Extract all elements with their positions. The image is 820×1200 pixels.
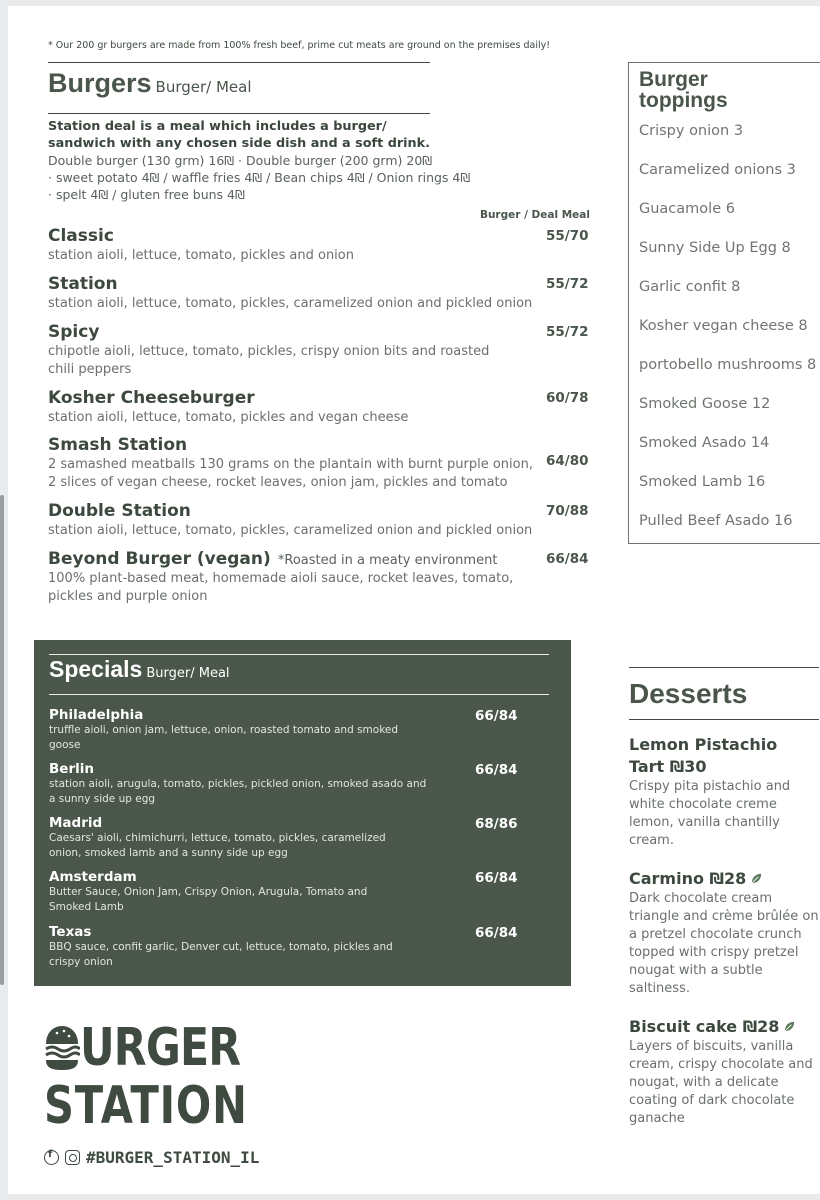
divider	[629, 667, 819, 668]
dessert-item[interactable]	[629, 1016, 819, 1128]
item-description: station aioli, lettuce, tomato, pickles, caramelized onion and pickled onion	[48, 523, 533, 538]
special-price: 66/84	[475, 708, 518, 724]
item-name: Double Station	[48, 501, 191, 521]
special-name: Berlin	[49, 761, 94, 777]
toppings-title	[639, 69, 728, 111]
divider	[629, 719, 819, 720]
toppings-title-line: Burger	[639, 68, 708, 91]
item-name: Smash Station	[48, 435, 188, 455]
special-price: 66/84	[475, 870, 518, 886]
item-name: Kosher Cheeseburger	[48, 388, 255, 408]
special-price: 68/86	[475, 816, 518, 832]
item-name: Classic	[48, 226, 114, 246]
divider	[49, 694, 549, 695]
intro-line: sandwich with any chosen side dish and a soft drink.	[48, 136, 431, 151]
topping-item[interactable]: Garlic confit 8	[639, 279, 741, 295]
dessert-item[interactable]	[629, 734, 804, 850]
desserts-title: Desserts	[629, 678, 748, 709]
item-price: 70/88	[546, 503, 589, 519]
specials-title: Specials	[49, 656, 143, 682]
dessert-name: Carmino ₪28	[629, 869, 747, 888]
intro-line: · sweet potato 4₪ / waffle fries 4₪ / Bean chips 4₪ / Onion rings 4₪	[48, 170, 471, 185]
leaf-icon	[783, 1020, 796, 1033]
facebook-icon[interactable]	[44, 1150, 59, 1165]
item-price: 66/84	[546, 551, 589, 567]
burgers-title: Burgers	[48, 68, 152, 98]
instagram-icon[interactable]	[65, 1150, 80, 1165]
special-name: Amsterdam	[49, 869, 137, 885]
menu-item[interactable]	[48, 388, 593, 427]
item-description: chipotle aioli, lettuce, tomato, pickles, crispy onion bits and roasted chili peppers	[48, 344, 490, 377]
item-name: Spicy	[48, 322, 100, 342]
dessert-description: Crispy pita pistachio and white chocolate creme lemon, vanilla chantilly cream.	[629, 779, 791, 848]
dessert-item[interactable]	[629, 868, 820, 998]
logo-text-station: STATION	[44, 1076, 248, 1136]
item-description: station aioli, lettuce, tomato, pickles, caramelized onion and pickled onion	[48, 296, 533, 311]
divider	[49, 654, 549, 655]
price-column-header: Burger / Deal Meal	[479, 209, 590, 221]
intro-line: Station deal is a meal which includes a burger/	[48, 119, 387, 134]
dessert-description: Layers of biscuits, vanilla cream, crispy chocolate and nougat, with a delicate coating of dark chocolate ganache	[629, 1039, 813, 1126]
special-name: Madrid	[49, 815, 103, 831]
special-item[interactable]	[49, 924, 518, 970]
topping-item[interactable]: Crispy onion 3	[639, 123, 744, 139]
special-price: 66/84	[475, 925, 518, 941]
special-description: Butter Sauce, Onion Jam, Crispy Onion, Arugula, Tomato and Smoked Lamb	[49, 886, 368, 913]
topping-item[interactable]: Kosher vegan cheese 8	[639, 318, 808, 334]
specials-panel	[34, 640, 571, 986]
item-name: Beyond Burger (vegan)	[48, 549, 271, 569]
dessert-name: Biscuit cake ₪28	[629, 1017, 780, 1036]
scrollbar[interactable]	[0, 495, 4, 985]
item-price: 64/80	[546, 453, 589, 469]
item-price: 55/70	[546, 228, 589, 244]
station-deal-info	[48, 118, 588, 203]
special-item[interactable]	[49, 707, 518, 753]
menu-item[interactable]	[48, 226, 593, 265]
special-item[interactable]	[49, 869, 518, 915]
item-price: 55/72	[546, 276, 589, 292]
menu-item[interactable]	[48, 501, 593, 540]
special-item[interactable]	[49, 761, 518, 807]
special-name: Philadelphia	[49, 707, 144, 723]
special-description: Caesars' aioli, chimichurri, lettuce, tomato, pickles, caramelized onion, smoked lamb and a sunny side up egg	[49, 832, 386, 859]
intro-line: · spelt 4₪ / gluten free buns 4₪	[48, 187, 245, 202]
burger-bun-icon	[44, 1024, 80, 1072]
item-price: 60/78	[546, 390, 589, 406]
topping-item[interactable]: portobello mushrooms 8	[639, 357, 817, 373]
menu-item[interactable]	[48, 435, 593, 491]
topping-item[interactable]: Smoked Asado 14	[639, 435, 770, 451]
item-description: 2 samashed meatballs 130 grams on the plantain with burnt purple onion, 2 slices of vegan cheese, rocket leaves, onion jam, pickles and tomato	[48, 457, 533, 490]
dessert-description: Dark chocolate cream triangle and crème brûlée on a pretzel chocolate crunch topped with crispy pretzel nougat with a subtle saltiness.	[629, 891, 819, 996]
item-price: 55/72	[546, 324, 589, 340]
topping-item[interactable]: Guacamole 6	[639, 201, 735, 217]
special-description: BBQ sauce, confit garlic, Denver cut, lettuce, tomato, pickles and crispy onion	[49, 941, 393, 968]
topping-item[interactable]: Sunny Side Up Egg 8	[639, 240, 791, 256]
menu-item[interactable]	[48, 274, 593, 313]
topping-item[interactable]: Smoked Lamb 16	[639, 474, 766, 490]
toppings-box	[628, 62, 820, 544]
dessert-name: Lemon Pistachio Tart ₪30	[629, 735, 778, 776]
menu-item[interactable]	[48, 322, 589, 378]
topping-item[interactable]: Smoked Goose 12	[639, 396, 771, 412]
special-description: truffle aioli, onion jam, lettuce, onion, roasted tomato and smoked goose	[49, 724, 399, 751]
burgers-heading	[48, 68, 252, 99]
item-description: station aioli, lettuce, tomato, pickles and onion	[48, 248, 354, 263]
logo-text-burger: URGER	[80, 1018, 241, 1078]
specials-subtitle: Burger/ Meal	[146, 666, 230, 681]
hashtag: #BURGER_STATION_IL	[86, 1148, 260, 1167]
item-description: station aioli, lettuce, tomato, pickles and vegan cheese	[48, 410, 409, 425]
topping-item[interactable]: Pulled Beef Asado 16	[639, 513, 793, 529]
topping-item[interactable]: Caramelized onions 3	[639, 162, 796, 178]
burgers-subtitle: Burger/ Meal	[155, 78, 252, 96]
menu-page	[8, 6, 820, 1194]
special-item[interactable]	[49, 815, 518, 861]
special-description: station aioli, arugula, tomato, pickles, pickled onion, smoked asado and a sunny side up egg	[49, 778, 427, 805]
divider	[48, 113, 430, 114]
item-name: Station	[48, 274, 118, 294]
menu-item[interactable]	[48, 549, 593, 605]
special-price: 66/84	[475, 762, 518, 778]
special-name: Texas	[49, 924, 92, 940]
fresh-beef-note: * Our 200 gr burgers are made from 100% fresh beef, prime cut meats are ground on the premises daily!	[48, 40, 551, 51]
divider	[48, 62, 430, 63]
specials-heading	[49, 656, 230, 683]
item-note: *Roasted in a meaty environment	[277, 553, 498, 568]
intro-line: Double burger (130 grm) 16₪ · Double burger (200 grm) 20₪	[48, 153, 433, 168]
item-description: 100% plant-based meat, homemade aioli sauce, rocket leaves, tomato, pickles and purple onion	[48, 571, 514, 604]
social-handle	[44, 1148, 259, 1167]
toppings-title-line: toppings	[639, 89, 728, 112]
leaf-icon	[750, 872, 763, 885]
